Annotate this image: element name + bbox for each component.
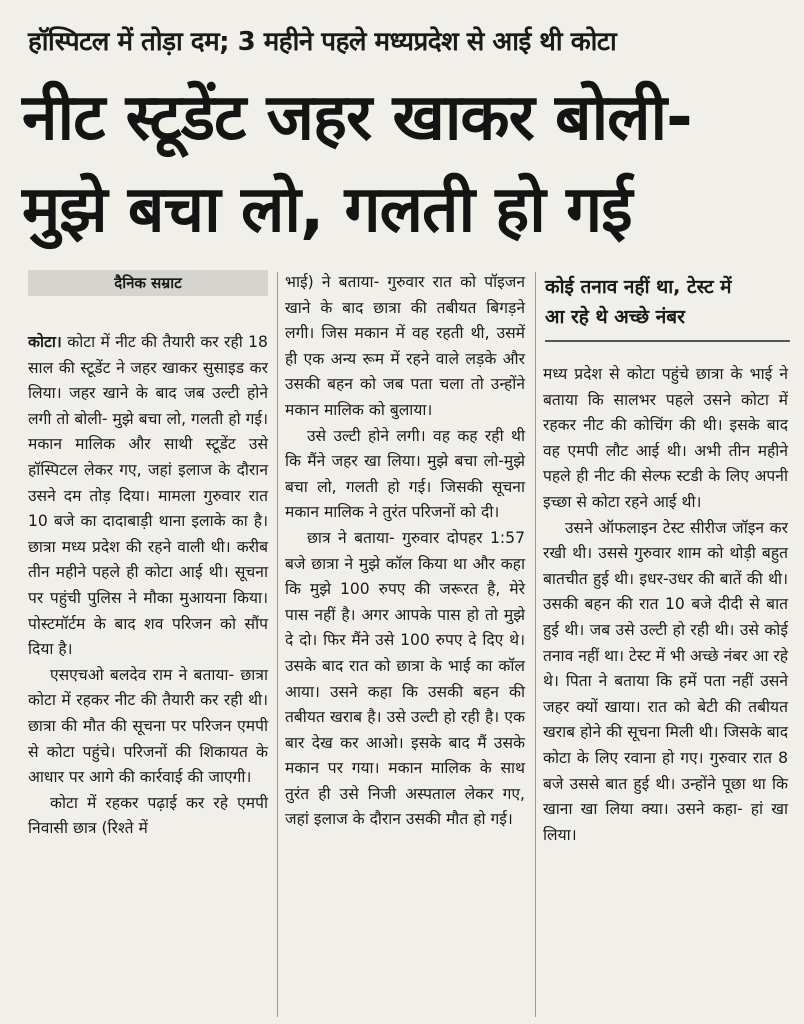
paragraph: छात्र ने बताया- गुरुवार दोपहर 1:57 बजे छात्रा ने मुझे कॉल किया था और कहा कि मुझे 100 रुपए की जरूरत है, मेरे पास नहीं है। अगर आपके पास हो तो मुझे दे दो। फिर मैंने उसे 100 रुपए दे दिए थे। उसके बाद रात को छात्रा के भाई का कॉल आया। उसने कहा कि उसकी बहन की तबीयत खराब है। उसे उल्टी हो रही है। एक बार देख कर आओ। इसके बाद मैं उसके मकान पर गया। मकान मालिक के साथ तुरंत ही उसे निजी अस्पताल लेकर गए, जहां इलाज के दौरान उसकी मौत हो गई।: [285, 528, 525, 829]
dateline: कोटा।: [28, 333, 62, 351]
subheading-line-1: कोई तनाव नहीं था, टेस्ट में: [545, 276, 732, 298]
paragraph: एसएचओ बलदेव राम ने बताया- छात्रा कोटा में रहकर नीट की तैयारी कर रही थी। छात्रा की मौत की सूचना पर परिजन एमपी से कोटा पहुंचे। परिजनों की शिकायत के आधार पर आगे की कार्रवाई की जाएगी।: [28, 665, 268, 787]
subheading-line-2: आ रहे थे अच्छे नंबर: [545, 306, 685, 328]
headline-line-2: मुझे बचा लो, गलती हो गई: [22, 173, 632, 247]
paragraph: [28, 330, 268, 663]
subheading-rule: [545, 340, 790, 342]
paragraph-text: कोटा में नीट की तैयारी कर रही 18 साल की स्टूडेंट ने जहर खाकर सुसाइड कर लिया। जहर खाने के बाद जब उल्टी होने लगी तो बोली- मुझे बचा लो, गलती हो गई। मकान मालिक और साथी स्टूडेंट उसे हॉस्पिटल लेकर गए, जहां इलाज के दौरान उसने दम तोड़ दिया। मामला गुरुवार रात 10 बजे का दादाबाड़ी थाना इलाके का है। छात्रा मध्य प्रदेश की रहने वाली थी। करीब तीन महीने पहले ही कोटा आई थी। सूचना पर पहुंची पुलिस ने मौका मुआयना किया। पोस्टमॉर्टम के बाद शव परिजन को सौंप दिया है।: [28, 333, 268, 659]
paragraph: कोटा में रहकर पढ़ाई कर रहे एमपी निवासी छात्र (रिश्ते में: [28, 793, 268, 838]
paragraph: भाई) ने बताया- गुरुवार रात को पॉइजन खाने के बाद छात्रा की तबीयत बिगड़ने लगी। जिस मकान में वह रहती थी, उसमें ही एक अन्य रूम में रहने वाले लड़के और उसकी बहन को जब पता चला तो उन्होंने मकान मालिक को बुलाया।: [285, 273, 525, 419]
paragraph: मध्य प्रदेश से कोटा पहुंचे छात्रा के भाई ने बताया कि सालभर पहले उसने कोटा में रहकर नीट की कोचिंग की थी। इसके बाद वह एमपी लौट आई थी। अभी तीन महीने पहले ही नीट की सेल्फ स्टडी के लिए अपनी इच्छा से कोटा रहने आई थी।: [543, 365, 788, 511]
article-column-1: [28, 270, 268, 842]
main-headline: [22, 72, 792, 256]
kicker-headline: हॉस्पिटल में तोड़ा दम; 3 महीने पहले मध्यप्रदेश से आई थी कोटा: [28, 27, 617, 57]
paragraph: उसने ऑफलाइन टेस्ट सीरीज जॉइन कर रखी थी। उससे गुरुवार शाम को थोड़ी बहुत बातचीत हुई थी। इधर-उधर की बातें की थी। उसकी बहन की रात 10 बजे दीदी से बात हुई थी। जब उसे उल्टी हो रही थी। उसे कोई तनाव नहीं था। टेस्ट में भी अच्छे नंबर आ रहे थे। पिता ने बताया कि हमें पता नहीं उसने जहर क्यों खाया। रात को बेटी की तबीयत खराब होने की सूचना मिली थी। जिसके बाद कोटा के लिए रवाना हो गए। गुरुवार रात 8 बजे उससे बात हुई थी। उन्होंने पूछा था कि खाना खा लिया क्या। उसने कहा- हां खा लिया।: [543, 518, 788, 844]
article-column-3: [543, 362, 788, 848]
column-divider: [535, 272, 536, 1017]
headline-line-1: नीट स्टूडेंट जहर खाकर बोली-: [22, 81, 692, 155]
paragraph: उसे उल्टी होने लगी। वह कह रही थी कि मैंने जहर खा लिया। मुझे बचा लो-मुझे बचा लो, गलती हो गई। जिसकी सूचना मकान मालिक ने तुरंत परिजनों को दी।: [285, 426, 525, 522]
column-divider: [277, 272, 278, 1017]
subheading: [545, 272, 790, 332]
article-column-2: [285, 270, 525, 833]
byline: दैनिक सम्राट: [28, 270, 268, 296]
